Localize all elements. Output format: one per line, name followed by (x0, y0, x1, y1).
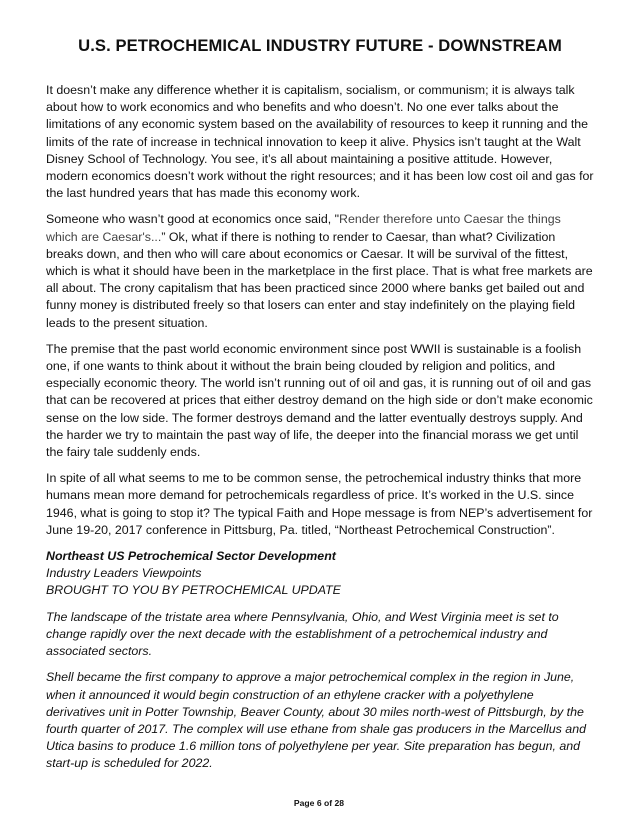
paragraph-2 (46, 211, 594, 331)
excerpt-subheading: Industry Leaders Viewpoints (46, 566, 202, 581)
paragraph-3: The premise that the past world economic environment since post WWII is sustainable is a foolish one, if one wants to think about it without the brain being clouded by religion and politics, and especially economic theory. The world isn’t running out of oil and gas, it is running out of oil and gas that can be recovered at prices that either destroy demand on the high side or don’t make economic sense on the low side. The former destroys demand and the latter eventually destroys supply. And the harder we try to maintain the past way of life, the deeper into the financial morass we get until the fairy tale suddenly ends. (46, 341, 593, 460)
paragraph-4: In spite of all what seems to me to be common sense, the petrochemical industry thinks that more humans mean more demand for petrochemicals regardless of price. It’s worked in the U.S. since 1946, what is going to stop it? The typical Faith and Hope message is from NEP’s advertisement for June 19-20, 2017 conference in Pittsburg, Pa. titled, “Northeast Petrochemical Construction”. (46, 471, 593, 537)
paragraph-1: It doesn’t make any difference whether it is capitalism, socialism, or communism; it is always talk about how to work economics and who benefits and who doesn’t. No one ever talks about the limitations of any economic system based on the availability of resources to keep it running and the limits of the rate of increase in technical innovation to keep it alive. Physics isn’t taught at the Walt Disney School of Technology. You see, it’s all about maintaining a positive attitude. However, modern economics doesn’t work without the right resources; and it has been low cost oil and gas for the last hundred years that has made this economy work. (46, 83, 594, 201)
excerpt-byline: BROUGHT TO YOU BY PETROCHEMICAL UPDATE (46, 583, 341, 598)
paragraph-2-start: Someone who wasn’t good at economics once said, " (46, 212, 339, 227)
excerpt-heading: Northeast US Petrochemical Sector Development (46, 549, 336, 564)
paragraph-2-rest: ” Ok, what if there is nothing to render to Caesar, than what? Civilization breaks down, and then who will care about economics or Caesar. It will be survival of the fittest, which is what it should have been in the marketplace in the first place. That is what free markets are all about. The crony capitalism that has been practiced since 2000 where banks get bailed out and funny money is distributed freely so that losers can enter and stay indefinitely on the playing field leads to the present situation. (46, 229, 593, 330)
page-number: Page 6 of 28 (293, 798, 345, 808)
excerpt-paragraph-1: The landscape of the tristate area where Pennsylvania, Ohio, and West Virginia meet is set to change rapidly over the next decade with the establishment of a petrochemical industry and associated sectors. (46, 609, 559, 659)
excerpt-header (46, 548, 594, 600)
excerpt-paragraph-2: Shell became the first company to approve a major petrochemical complex in the region in June, when it announced it would begin construction of an ethylene cracker with a polyethylene derivatives unit in Potter Township, Beaver County, about 30 miles north-west of Pittsburgh, by the fourth quarter of 2017. The complex will use ethane from shale gas producers in the Marcellus and Utica basins to produce 1.6 million tons of polyethylene per year. Site preparation has begun, and start-up is scheduled for 2022. (46, 670, 586, 771)
page-title: U.S. PETROCHEMICAL INDUSTRY FUTURE - DOWNSTREAM (78, 36, 562, 55)
caesar-quote: Render therefore unto Caesar the things which are Caesar's... (46, 212, 561, 244)
